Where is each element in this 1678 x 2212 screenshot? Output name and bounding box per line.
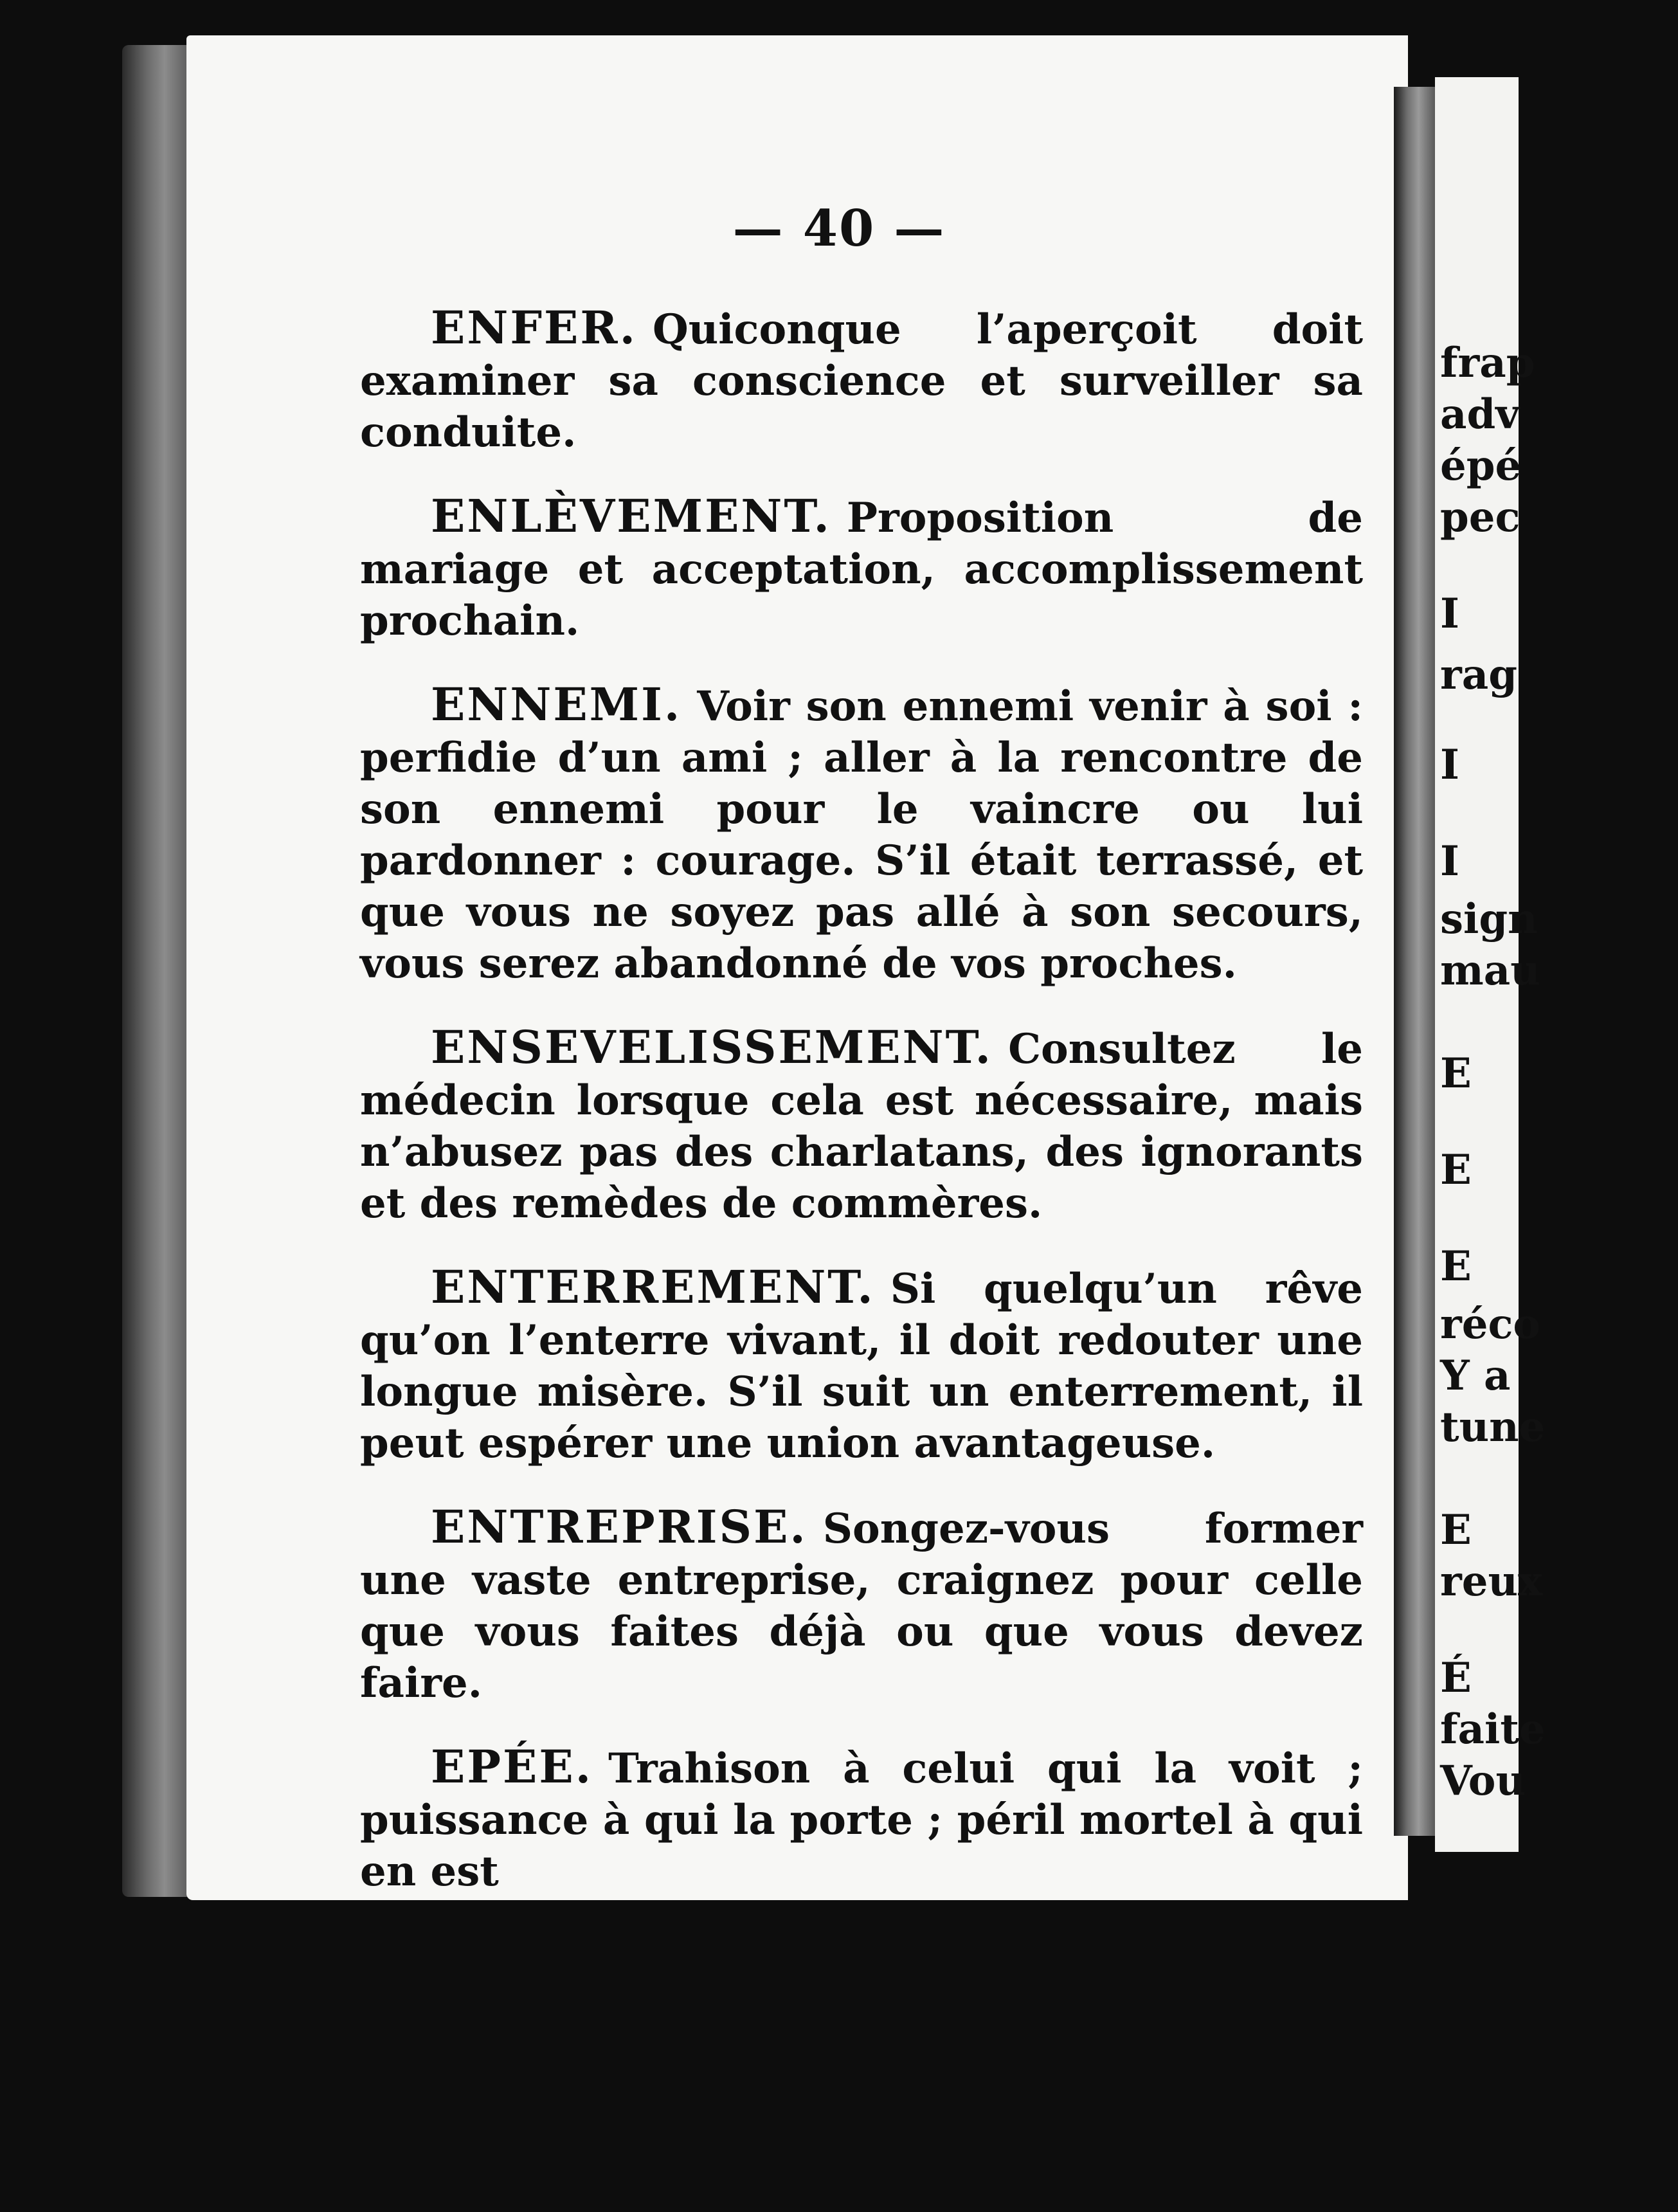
entry-text: Consultez le médecin lorsque cela est nécessaire, mais n’abusez pas des charlatans, des ignorants et des remèdes de commères. (360, 1025, 1363, 1228)
facing-line: Y a (1440, 1352, 1511, 1400)
book-gutter (1394, 87, 1439, 1836)
facing-line: É (1440, 1654, 1472, 1702)
page-number: — 40 — (732, 199, 946, 258)
entry-ensevelissement (360, 1022, 1363, 1229)
facing-line: E (1440, 1146, 1472, 1194)
facing-line: réco (1440, 1300, 1541, 1348)
facing-line: mau (1440, 947, 1540, 995)
facing-line: E (1440, 1506, 1472, 1554)
entry-term: ENTREPRISE. (431, 1500, 807, 1554)
facing-line: tune (1440, 1403, 1546, 1451)
entry-ennemi (360, 679, 1363, 990)
entry-enfer (360, 302, 1363, 458)
entry-term: ENLÈVEMENT. (431, 489, 831, 543)
facing-line: rag (1440, 651, 1517, 699)
facing-line: reux (1440, 1557, 1543, 1606)
facing-line: I (1440, 741, 1459, 789)
facing-line: Vou (1440, 1757, 1526, 1805)
entry-text: Voir son ennemi venir à soi : perfidie d’un ami ; aller à la rencontre de son ennemi pour le vaincre ou lui pardonner : courage. S’il était terrassé, et que vous ne soyez pas allé à son secours, vous serez abandonné de vos proches. (360, 682, 1363, 988)
facing-line: I (1440, 590, 1459, 638)
facing-line: I (1440, 837, 1459, 885)
entry-text: Quiconque l’aperçoit doit examiner sa conscience et surveiller sa conduite. (360, 305, 1363, 457)
entry-enterrement (360, 1262, 1363, 1469)
entry-term: ENFER. (431, 301, 637, 354)
entry-enlevement (360, 491, 1363, 647)
facing-line: frap (1440, 339, 1535, 387)
book-spine (122, 45, 193, 1897)
facing-line: adv (1440, 390, 1520, 439)
facing-line: faite (1440, 1705, 1546, 1754)
entry-term: EPÉE. (431, 1740, 593, 1793)
entry-text: Si quelqu’un rêve qu’on l’enterre vivant, il doit redouter une longue misère. S’il suit un enterrement, il peut espérer une union avantageuse. (360, 1265, 1363, 1467)
entry-text: Trahison à celui qui la voit ; puissance à qui la porte ; péril mortel à qui en est (360, 1745, 1363, 1896)
facing-line: sign (1440, 895, 1538, 943)
dictionary-entries (360, 302, 1363, 1930)
entry-term: ENNEMI. (431, 678, 682, 731)
facing-line: épé (1440, 442, 1522, 490)
entry-term: ENSEVELISSEMENT. (431, 1020, 993, 1074)
entry-epee (360, 1741, 1363, 1898)
facing-line: E (1440, 1049, 1472, 1098)
facing-line: E (1440, 1242, 1472, 1291)
entry-text: Songez-vous former une vaste entreprise, craignez pour celle que vous faites déjà ou que vous devez faire. (360, 1505, 1363, 1707)
entry-term: ENTERREMENT. (431, 1260, 875, 1314)
facing-line: pec (1440, 493, 1520, 541)
entry-entreprise (360, 1501, 1363, 1709)
entry-text: Proposition de mariage et acceptation, accomplissement prochain. (360, 494, 1363, 645)
